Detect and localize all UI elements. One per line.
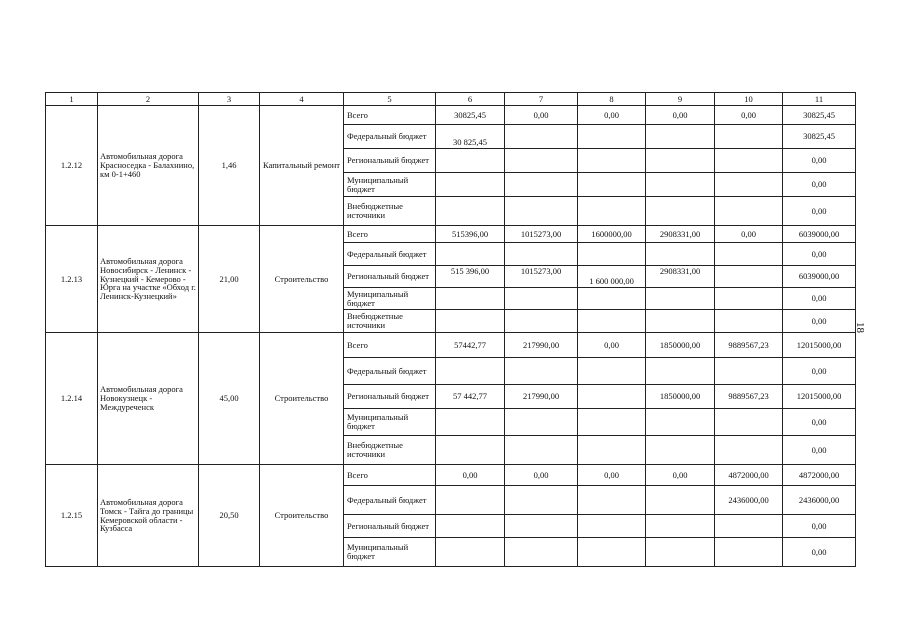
value-cell: 12015000,00 xyxy=(783,385,856,409)
empty-cell xyxy=(715,288,783,310)
empty-cell xyxy=(436,310,505,333)
value-cell: 1850000,00 xyxy=(646,333,715,358)
item-code: 1.2.15 xyxy=(46,465,98,567)
work-type: Капитальный ремонт xyxy=(260,106,344,226)
value-cell: 2436000,00 xyxy=(715,486,783,515)
table-row xyxy=(46,106,856,125)
table-row xyxy=(46,333,856,358)
empty-cell xyxy=(436,173,505,197)
value-cell: 30825,45 xyxy=(783,125,856,149)
empty-cell xyxy=(578,436,646,465)
empty-cell xyxy=(436,358,505,385)
empty-cell xyxy=(578,358,646,385)
empty-cell xyxy=(505,358,578,385)
empty-cell xyxy=(436,197,505,226)
empty-cell xyxy=(715,197,783,226)
value-cell: 0,00 xyxy=(505,106,578,125)
header-cell: 7 xyxy=(505,93,578,106)
funding-source: Внебюджетные источники xyxy=(344,310,436,333)
empty-cell xyxy=(436,288,505,310)
empty-cell xyxy=(646,358,715,385)
empty-cell xyxy=(715,358,783,385)
item-code: 1.2.12 xyxy=(46,106,98,226)
page-number: 18 xyxy=(854,322,866,333)
funding-source: Всего xyxy=(344,333,436,358)
empty-cell xyxy=(505,515,578,538)
value-cell: 0,00 xyxy=(783,288,856,310)
header-cell: 1 xyxy=(46,93,98,106)
empty-cell xyxy=(505,288,578,310)
work-type: Строительство xyxy=(260,226,344,333)
empty-cell xyxy=(715,243,783,266)
value-cell: 30825,45 xyxy=(783,106,856,125)
empty-cell xyxy=(646,409,715,436)
empty-cell xyxy=(715,436,783,465)
empty-cell xyxy=(646,288,715,310)
header-cell: 4 xyxy=(260,93,344,106)
empty-cell xyxy=(646,310,715,333)
value-cell: 515 396,00 xyxy=(436,266,505,288)
value-cell: 0,00 xyxy=(783,173,856,197)
value-cell: 0,00 xyxy=(783,409,856,436)
empty-cell xyxy=(505,538,578,567)
value-cell: 0,00 xyxy=(505,465,578,486)
empty-cell xyxy=(646,173,715,197)
value-cell: 6039000,00 xyxy=(783,226,856,243)
empty-cell xyxy=(646,243,715,266)
funding-source: Региональный бюджет xyxy=(344,515,436,538)
item-code: 1.2.14 xyxy=(46,333,98,465)
empty-cell xyxy=(436,243,505,266)
funding-source: Всего xyxy=(344,226,436,243)
empty-cell xyxy=(505,173,578,197)
value-cell: 515396,00 xyxy=(436,226,505,243)
road-length: 1,46 xyxy=(199,106,260,226)
funding-source: Всего xyxy=(344,465,436,486)
value-cell: 2908331,00 xyxy=(646,226,715,243)
value-cell: 0,00 xyxy=(578,106,646,125)
empty-cell xyxy=(715,538,783,567)
value-cell: 9889567,23 xyxy=(715,333,783,358)
empty-cell xyxy=(578,173,646,197)
empty-cell xyxy=(646,125,715,149)
value-cell: 0,00 xyxy=(578,333,646,358)
funding-source: Муниципальный бюджет xyxy=(344,538,436,567)
empty-cell xyxy=(436,409,505,436)
value-cell: 2436000,00 xyxy=(783,486,856,515)
value-cell: 1015273,00 xyxy=(505,226,578,243)
road-name: Автомобильная дорога Томск - Тайга до границы Кемеровской области - Кузбасса xyxy=(98,465,199,567)
value-cell: 0,00 xyxy=(783,197,856,226)
empty-cell xyxy=(436,515,505,538)
empty-cell xyxy=(646,515,715,538)
funding-source: Региональный бюджет xyxy=(344,149,436,173)
empty-cell xyxy=(436,538,505,567)
value-cell: 4872000,00 xyxy=(783,465,856,486)
empty-cell xyxy=(715,515,783,538)
value-cell: 217990,00 xyxy=(505,333,578,358)
empty-cell xyxy=(715,266,783,288)
empty-cell xyxy=(505,125,578,149)
value-cell: 9889567,23 xyxy=(715,385,783,409)
empty-cell xyxy=(715,173,783,197)
table-row xyxy=(46,226,856,243)
header-cell: 2 xyxy=(98,93,199,106)
empty-cell xyxy=(715,310,783,333)
empty-cell xyxy=(505,436,578,465)
empty-cell xyxy=(578,243,646,266)
empty-cell xyxy=(436,436,505,465)
value-cell: 2908331,00 xyxy=(646,266,715,288)
value-cell: 0,00 xyxy=(783,358,856,385)
value-cell: 57442,77 xyxy=(436,333,505,358)
empty-cell xyxy=(436,149,505,173)
value-cell: 0,00 xyxy=(715,106,783,125)
header-cell: 3 xyxy=(199,93,260,106)
value-cell: 0,00 xyxy=(783,436,856,465)
value-cell: 1 600 000,00 xyxy=(578,266,646,288)
empty-cell xyxy=(505,310,578,333)
value-cell: 1600000,00 xyxy=(578,226,646,243)
empty-cell xyxy=(578,385,646,409)
funding-source: Муниципальный бюджет xyxy=(344,173,436,197)
value-cell: 1015273,00 xyxy=(505,266,578,288)
empty-cell xyxy=(505,197,578,226)
road-length: 20,50 xyxy=(199,465,260,567)
road-name: Автомобильная дорога Новосибирск - Ленинск - Кузнецкий - Кемерово - Юрга на участке «Обход г. Ленинск-Кузнецкий» xyxy=(98,226,199,333)
empty-cell xyxy=(505,149,578,173)
header-cell: 10 xyxy=(715,93,783,106)
empty-cell xyxy=(505,243,578,266)
work-type: Строительство xyxy=(260,465,344,567)
empty-cell xyxy=(578,149,646,173)
value-cell: 12015000,00 xyxy=(783,333,856,358)
header-cell: 11 xyxy=(783,93,856,106)
empty-cell xyxy=(578,486,646,515)
funding-source: Региональный бюджет xyxy=(344,266,436,288)
value-cell: 30 825,45 xyxy=(436,125,505,149)
item-code: 1.2.13 xyxy=(46,226,98,333)
road-length: 45,00 xyxy=(199,333,260,465)
funding-source: Внебюджетные источники xyxy=(344,197,436,226)
empty-cell xyxy=(646,149,715,173)
value-cell: 57 442,77 xyxy=(436,385,505,409)
header-cell: 6 xyxy=(436,93,505,106)
value-cell: 4872000,00 xyxy=(715,465,783,486)
value-cell: 0,00 xyxy=(783,538,856,567)
header-row xyxy=(46,93,856,106)
empty-cell xyxy=(578,538,646,567)
road-name: Автомобильная дорога Красноседка - Балахнино, км 0-1+460 xyxy=(98,106,199,226)
funding-source: Региональный бюджет xyxy=(344,385,436,409)
empty-cell xyxy=(715,149,783,173)
header-cell: 9 xyxy=(646,93,715,106)
empty-cell xyxy=(578,409,646,436)
funding-source: Федеральный бюджет xyxy=(344,358,436,385)
header-cell: 5 xyxy=(344,93,436,106)
work-type: Строительство xyxy=(260,333,344,465)
empty-cell xyxy=(436,486,505,515)
empty-cell xyxy=(646,436,715,465)
empty-cell xyxy=(646,486,715,515)
budget-table xyxy=(45,92,856,567)
value-cell: 0,00 xyxy=(436,465,505,486)
value-cell: 0,00 xyxy=(783,149,856,173)
empty-cell xyxy=(646,197,715,226)
empty-cell xyxy=(578,515,646,538)
value-cell: 0,00 xyxy=(646,106,715,125)
value-cell: 0,00 xyxy=(578,465,646,486)
value-cell: 0,00 xyxy=(783,310,856,333)
funding-source: Федеральный бюджет xyxy=(344,243,436,266)
empty-cell xyxy=(578,310,646,333)
value-cell: 0,00 xyxy=(646,465,715,486)
empty-cell xyxy=(715,409,783,436)
funding-source: Муниципальный бюджет xyxy=(344,288,436,310)
funding-source: Внебюджетные источники xyxy=(344,436,436,465)
value-cell: 0,00 xyxy=(783,243,856,266)
empty-cell xyxy=(578,125,646,149)
road-length: 21,00 xyxy=(199,226,260,333)
funding-source: Федеральный бюджет xyxy=(344,486,436,515)
value-cell: 6039000,00 xyxy=(783,266,856,288)
empty-cell xyxy=(578,288,646,310)
empty-cell xyxy=(505,486,578,515)
value-cell: 0,00 xyxy=(715,226,783,243)
funding-source: Всего xyxy=(344,106,436,125)
value-cell: 1850000,00 xyxy=(646,385,715,409)
empty-cell xyxy=(715,125,783,149)
funding-source: Федеральный бюджет xyxy=(344,125,436,149)
empty-cell xyxy=(505,409,578,436)
header-cell: 8 xyxy=(578,93,646,106)
road-name: Автомобильная дорога Новокузнецк - Междуреченск xyxy=(98,333,199,465)
value-cell: 30825,45 xyxy=(436,106,505,125)
empty-cell xyxy=(578,197,646,226)
value-cell: 0,00 xyxy=(783,515,856,538)
empty-cell xyxy=(646,538,715,567)
value-cell: 217990,00 xyxy=(505,385,578,409)
funding-source: Муниципальный бюджет xyxy=(344,409,436,436)
table-row xyxy=(46,465,856,486)
